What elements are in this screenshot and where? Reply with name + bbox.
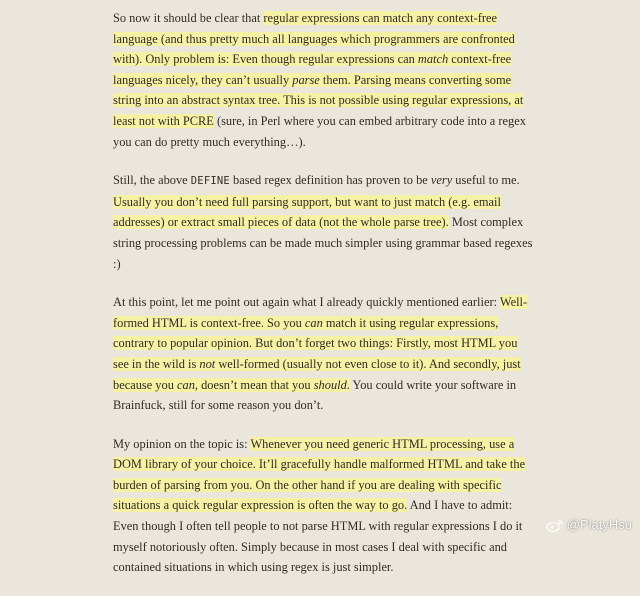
highlighted-text: Usually you don’t need full parsing support, but want to just match (e.g. email addresses) or extract small pieces of data (not the whole parse tree). (113, 194, 501, 230)
highlight-run: context-free languages nicely, they can’t usually (113, 52, 512, 87)
text-run: useful to me. (452, 173, 520, 188)
highlight-run: . (346, 377, 350, 392)
text-run: And I have to admit: Even though I often tell people to not parse HTML with regular expressions I do it myself notoriously often. Simply because in most cases I deal with specific and contained situations in which using regex is just simpler. (113, 498, 523, 575)
emphasis: can (304, 315, 323, 330)
text-run: So now it should be clear that (113, 11, 264, 25)
text-run: You could write your software in Brainfuck, still for some reason you don’t. (113, 377, 517, 413)
watermark (546, 517, 632, 532)
text-run: based regex definition has proven to be (229, 173, 431, 188)
emphasis: very (430, 173, 453, 188)
highlighted-text (113, 11, 523, 128)
paragraph-3 (113, 292, 533, 416)
emphasis: should (313, 377, 347, 392)
emphasis: not (199, 356, 216, 371)
highlight-run: Well-formed HTML is context-free. So you (113, 295, 528, 330)
highlight-run: match it using regular expressions, contrary to popular opinion. But don’t forget two things: Firstly, most HTML you see in the wild is (113, 315, 518, 371)
text-run: Still, the above (113, 173, 191, 188)
text-run: (sure, in Perl where you can embed arbitrary code into a regex you can do pretty much everything…). (113, 113, 526, 149)
emphasis: can (177, 377, 195, 392)
highlight-run: them. Parsing means converting some string into an abstract syntax tree. This is not possible using regular expressions, at least not with PCRE (113, 72, 524, 128)
highlighted-text: Whenever you need generic HTML processing, use a DOM library of your choice. It’ll gracefully handle malformed HTML and take the burden of parsing from you. On the other hand if you are dealing with specific situations a quick regular expression is often the way to go. (113, 436, 526, 513)
weibo-icon (546, 518, 564, 532)
article-body (113, 8, 533, 596)
paragraph-1 (113, 8, 533, 152)
emphasis: parse (292, 72, 320, 87)
text-run: My opinion on the topic is: (113, 436, 251, 451)
text-run: Most complex string processing problems can be made much simpler using grammar based regexes :) (113, 215, 533, 271)
emphasis: match (417, 52, 449, 67)
highlight-run: well-formed (usually not even close to it). And secondly, just because you (113, 356, 521, 392)
inline-code: DEFINE (190, 175, 230, 188)
text-run: At this point, let me point out again what I already quickly mentioned earlier: (113, 295, 500, 310)
highlight-run: regular expressions can match any context-free language (and thus pretty much all languages which programmers are confronted with). Only problem is: Even though regular expressions can (113, 11, 515, 67)
paragraph-2 (113, 170, 533, 274)
highlight-run: , doesn’t mean that you (194, 377, 314, 392)
paragraph-4 (113, 434, 533, 578)
watermark-text: @PlatyHsu (566, 517, 632, 532)
